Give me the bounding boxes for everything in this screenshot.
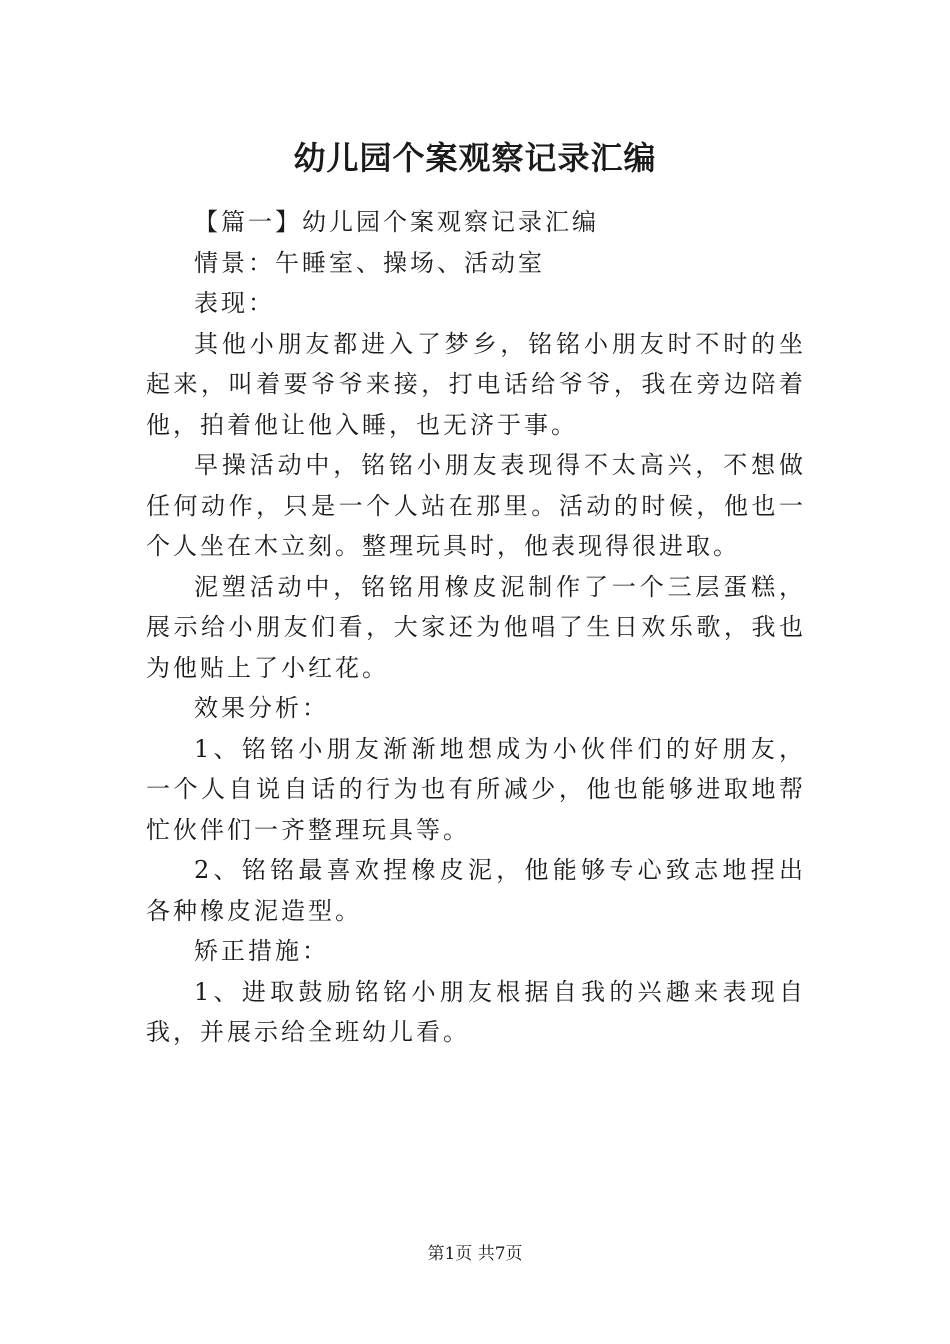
- paragraph-exercise: 早操活动中，铭铭小朋友表现得不太高兴，不想做任何动作，只是一个人站在那里。活动的时候，他也一个人坐在木立刻。整理玩具时，他表现得很进取。: [146, 451, 806, 560]
- paragraph-scene: 情景：午睡室、操场、活动室: [194, 248, 545, 277]
- paragraph-analysis-1: 1、铭铭小朋友渐渐地想成为小伙伴们的好朋友，一个人自说自话的行为也有所减少，他也能够进取地帮忙伙伴们一齐整理玩具等。: [146, 734, 806, 844]
- paragraph-measures-1: 1、进取鼓励铭铭小朋友根据自我的兴趣来表现自我，并展示给全班幼儿看。: [146, 977, 806, 1046]
- section-heading: 【篇一】幼儿园个案观察记录汇编: [194, 208, 599, 236]
- document-body: [146, 202, 806, 1053]
- paragraph-behavior-label: 表现：: [194, 289, 275, 317]
- paragraph-clay: 泥塑活动中，铭铭用橡皮泥制作了一个三层蛋糕，展示给小朋友们看，大家还为他唱了生日欢乐歌，我也为他贴上了小红花。: [146, 572, 806, 682]
- paragraph-analysis-label: 效果分析：: [194, 694, 329, 722]
- paragraph-nap: 其他小朋友都进入了梦乡，铭铭小朋友时不时的坐起来，叫着要爷爷来接，打电话给爷爷，我在旁边陪着他，拍着他让他入睡，也无济于事。: [146, 329, 806, 439]
- paragraph-measures-label: 矫正措施：: [194, 937, 329, 965]
- document-title: 幼儿园个案观察记录汇编: [293, 139, 657, 177]
- page-footer: 第1页 共7页: [427, 1244, 523, 1264]
- paragraph-analysis-2: 2、铭铭最喜欢捏橡皮泥，他能够专心致志地捏出各种橡皮泥造型。: [146, 856, 806, 925]
